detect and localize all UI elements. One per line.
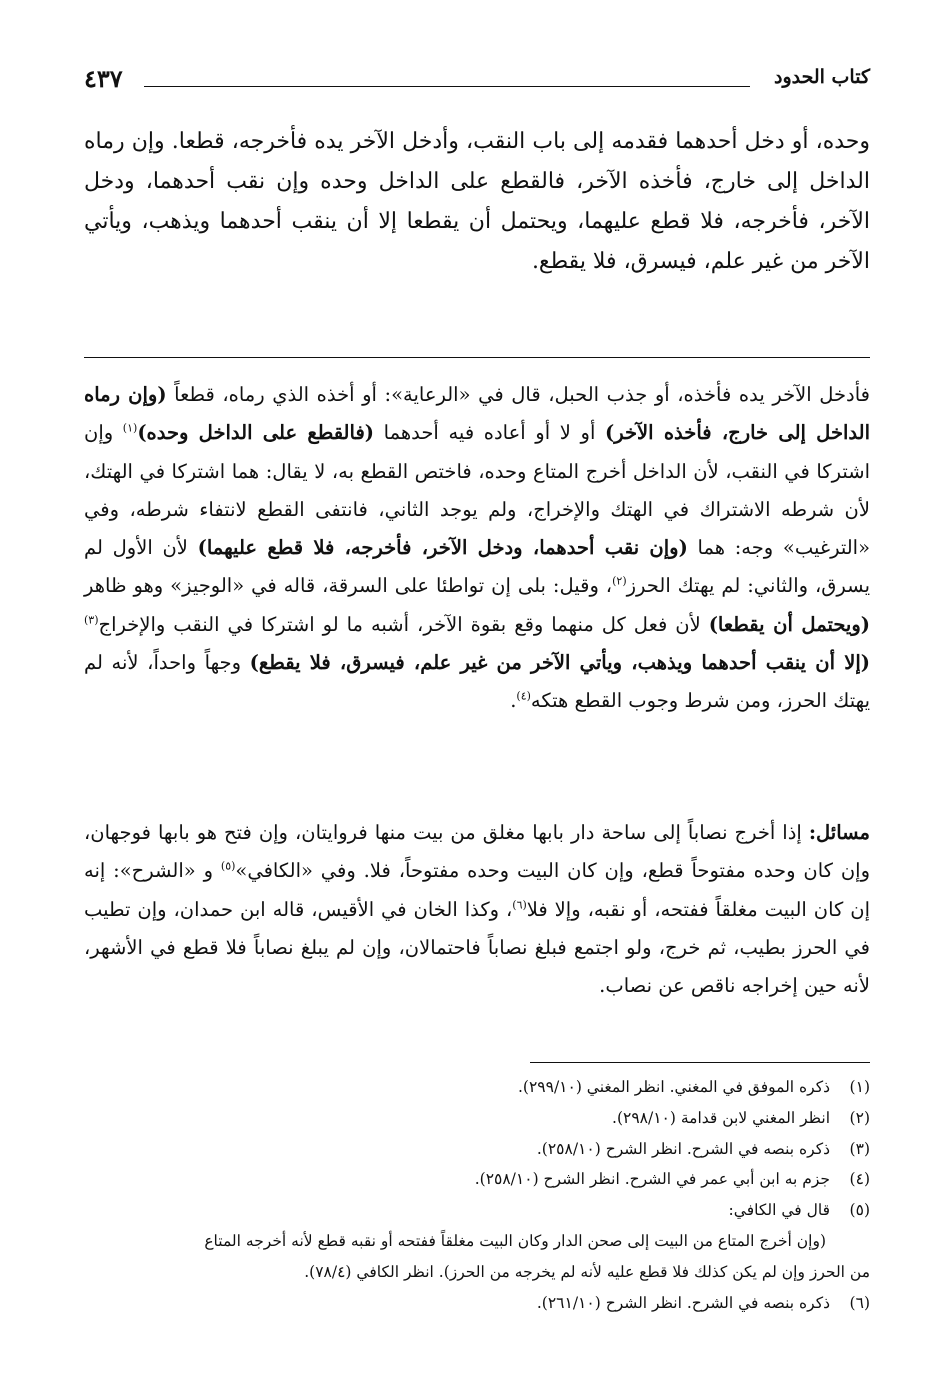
commentary-text: أو لا أو أعاده فيه أحدهما xyxy=(383,421,596,445)
footnote-text: ذكره الموفق في المغني. انظر المغني (٢٩٩/١٠). xyxy=(517,1078,830,1096)
footnote-number: (١) xyxy=(849,1078,870,1096)
footnote-ref[interactable]: (١) xyxy=(122,421,138,435)
footnote xyxy=(84,1072,870,1103)
text-divider xyxy=(84,357,870,358)
footnote-separator xyxy=(530,1062,870,1063)
footnote-text: جزم به ابن أبي عمر في الشرح. انظر الشرح (٢٥٨/١٠). xyxy=(474,1170,830,1189)
issues-paragraph xyxy=(84,814,870,1005)
footnote-text: (وإن أخرج المتاع من البيت إلى صحن الدار وكان البيت مغلقاً ففتحه أو نقبه قطع لأنه أخرجه المتاع xyxy=(204,1231,826,1250)
footnotes xyxy=(84,1072,870,1318)
header-rule xyxy=(144,86,750,87)
footnote-continuation xyxy=(84,1257,870,1288)
footnote-number: (٦) xyxy=(849,1293,870,1312)
quoted-matn: (فالقطع على الداخل وحده) xyxy=(137,421,374,445)
footnote xyxy=(84,1164,870,1195)
footnote-text: ذكره بنصه في الشرح. انظر الشرح (٢٦١/١٠). xyxy=(536,1293,830,1312)
footnote-text: ذكره بنصه في الشرح. انظر الشرح (٢٥٨/١٠). xyxy=(536,1139,830,1158)
footnote-number: (٣) xyxy=(849,1139,870,1158)
commentary-text: ، وقيل: بلى إن تواطئا على السرقة، قاله في «الوجيز» وهو ظاهر xyxy=(84,574,613,598)
main-text: وحده، أو دخل أحدهما فقدمه إلى باب النقب، وأدخل الآخر يده فأخرجه، قطعا. وإن رماه الداخل إلى خارج، فأخذه الآخر، فالقطع على الداخل وحده وإن نقب أحدهما، ودخل الآخر، فأخرجه، فلا قطع عليهما، ويحتمل أن يقطعا إلا أن ينقب أحدهما ويذهب، ويأتي الآخر من غير علم، فيسرق، فلا يقطع. xyxy=(84,129,870,274)
footnote-ref[interactable]: (٣) xyxy=(84,613,99,627)
footnote-ref[interactable]: (٦) xyxy=(512,898,527,912)
book-title: كتاب الحدود xyxy=(768,66,870,88)
footnote xyxy=(84,1134,870,1165)
footnote-number: (٥) xyxy=(849,1201,870,1220)
commentary-text: فأدخل الآخر يده فأخذه، أو جذب الحبل، قال في «الرعاية»: أو أخذه الذي رماه، قطعاً xyxy=(174,383,870,406)
issues-text: ، وكذا الخان في الأقيس، قاله ابن حمدان، وإن تطيب في الحرز بطيب، ثم خرج، ولو اجتمع فبلغ نصاباً فاحتمالان، وإن لم يبلغ نصاباً فلا قطع في الأشهر، لأنه حين إخراجه ناقص عن نصاب. xyxy=(84,897,870,998)
issues-text: و «الشرح»: إنه إن كان البيت مغلقاً ففتحه، أو نقبه، وإلا فلا xyxy=(84,859,871,921)
quoted-matn: (إلا أن ينقب أحدهما ويذهب، ويأتي الآخر من غير علم، فيسرق، فلا يقطع) xyxy=(249,651,870,675)
quoted-matn: (ويحتمل أن يقطعا) xyxy=(708,612,871,636)
footnote-text: انظر المغني لابن قدامة (٢٩٨/١٠). xyxy=(612,1108,830,1127)
footnote xyxy=(84,1103,870,1134)
footnote-continuation xyxy=(84,1226,870,1257)
quoted-matn: (وإن رماه الداخل إلى خارج، فأخذه الآخر) xyxy=(84,383,871,445)
footnote-number: (٢) xyxy=(849,1108,870,1127)
footnote-ref[interactable]: (٤) xyxy=(516,689,531,703)
commentary-text: وجهاً واحداً، لأنه لم يهتك الحرز، ومن شرط وجوب القطع هتكه xyxy=(84,651,870,713)
issues-text: إذا أخرج نصاباً إلى ساحة دار بابها مغلق من بيت منها فروايتان، وإن فتح هو بابها فوجهان، وإن كان وحده مفتوحاً قطع، وإن كان البيت وحده مفتوحاً، فلا. وفي «الكافي» xyxy=(84,821,870,883)
footnote-ref[interactable]: (٥) xyxy=(220,859,236,873)
commentary xyxy=(84,376,870,721)
commentary-text: لأن الأول لم يسرق، والثاني: لم يهتك الحرز xyxy=(84,536,870,598)
commentary-text: وإن اشتركا في النقب، لأن الداخل أخرج المتاع وحده، فاختص القطع به، لا يقال: هما اشتركا في الهتك، لأن شرطه الاشتراك في الهتك والإخراج، ولم يوجد الثاني، فانتفى القطع لانتفاء شرطه، وفي «الترغيب» وجه: هما xyxy=(84,421,871,560)
footnote-ref[interactable]: (٢) xyxy=(612,574,627,588)
footnote-number: (٤) xyxy=(849,1170,870,1189)
commentary-text: لأن فعل كل منهما وقع بقوة الآخر، أشبه ما لو اشتركا في النقب والإخراج xyxy=(98,612,701,636)
footnote-text: قال في الكافي: xyxy=(728,1201,830,1220)
footnote xyxy=(84,1195,870,1226)
running-header xyxy=(84,64,870,98)
footnote-text: من الحرز وإن لم يكن كذلك فلا قطع عليه لأنه لم يخرجه من الحرز). انظر الكافي (٧٨/٤). xyxy=(304,1262,870,1281)
quoted-matn: (وإن نقب أحدهما، ودخل الآخر، فأخرجه، فلا قطع عليهما) xyxy=(197,536,688,560)
footnote xyxy=(84,1288,870,1319)
commentary-text: . xyxy=(510,689,517,713)
issues-label: مسائل: xyxy=(808,821,870,844)
page-number: ٤٣٧ xyxy=(84,64,129,93)
